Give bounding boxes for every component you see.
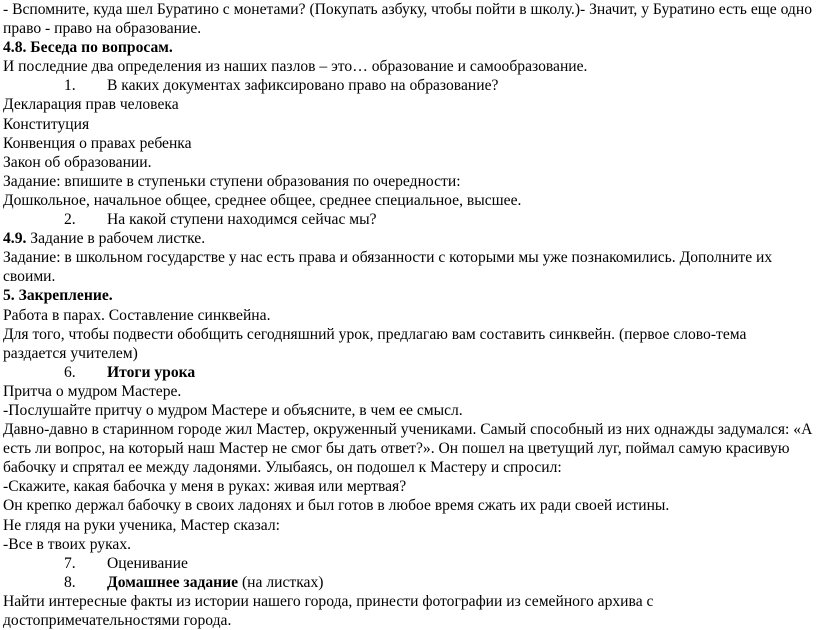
paragraph-homework [3, 592, 813, 630]
paragraph-intro-question [3, 0, 813, 38]
paragraph-text: -Все в твоих руках. [3, 535, 132, 553]
section-text: Задание в рабочем листке. [26, 230, 206, 248]
paragraph-pair-work [3, 306, 813, 325]
paragraph-text: Для того, чтобы подвести обобщить сегодняшний урок, предлагаю вам составить синквейн. (первое слово-тема раздается учителем) [3, 325, 747, 362]
paragraph-parable-listen [3, 401, 813, 420]
item-text: На какой ступени находимся сейчас мы? [107, 211, 377, 229]
section-heading-text: 4.8. Беседа по вопросам. [3, 39, 173, 57]
item-text-bold: Домашнее задание [107, 573, 239, 591]
paragraph-syncwine [3, 325, 813, 363]
list-line-text: Конституция [3, 115, 90, 133]
list-line-text: Закон об образовании. [3, 153, 152, 171]
item-number: 8. [64, 573, 76, 591]
item-number: 7. [64, 554, 76, 572]
paragraph-text: -Послушайте притчу о мудром Мастере и объясните, в чем ее смысл. [3, 401, 463, 419]
numbered-item-7 [3, 554, 813, 573]
paragraph-text: Дошкольное, начальное общее, среднее общее, среднее специальное, высшее. [3, 191, 522, 209]
paragraph-parable-title [3, 382, 813, 401]
paragraph-text: Он крепко держал бабочку в своих ладонях и был готов в любое время сжать их ради своей истины. [3, 497, 670, 515]
paragraph-text: Работа в парах. Составление синквейна. [3, 306, 271, 324]
paragraph-text: И последние два определения из наших пазлов – это… образование и самообразование. [3, 58, 588, 76]
paragraph-text: Не глядя на руки ученика, Мастер сказал: [3, 516, 280, 534]
paragraph-task-rights [3, 248, 813, 286]
paragraph-task-steps [3, 172, 813, 191]
item-text-rest: (на листках) [238, 573, 324, 591]
paragraph-education-levels [3, 191, 813, 210]
numbered-item-8 [3, 573, 813, 592]
paragraph-parable-answer [3, 535, 813, 554]
numbered-item-1 [3, 76, 813, 95]
item-text: В каких документах зафиксировано право на образование? [107, 77, 499, 95]
paragraph-parable-question [3, 477, 813, 496]
item-number: 2. [64, 211, 76, 229]
paragraph-puzzles [3, 57, 813, 76]
paragraph-text: Найти интересные факты из истории нашего города, принести фотографии из семейного архива с достопримечательностями города. [3, 592, 654, 629]
item-text: Оценивание [107, 554, 188, 572]
paragraph-text: -Скажите, какая бабочка у меня в руках: живая или мертвая? [3, 478, 407, 496]
section-heading-text: 5. Закрепление. [3, 287, 113, 305]
section-5-heading [3, 286, 813, 305]
section-4-8-heading [3, 38, 813, 57]
paragraph-text: Задание: впишите в ступеньки ступени образования по очередности: [3, 172, 461, 190]
paragraph-text: Притча о мудром Мастере. [3, 382, 182, 400]
paragraph-parable-master [3, 516, 813, 535]
section-number: 4.9. [3, 230, 27, 248]
numbered-item-2 [3, 210, 813, 229]
section-4-9-line [3, 229, 813, 248]
list-line-text: Конвенция о правах ребенка [3, 134, 192, 152]
paragraph-parable-hold [3, 496, 813, 515]
list-line-constitution [3, 115, 813, 134]
paragraph-text: Задание: в школьном государстве у нас есть права и обязанности с которыми мы уже познакомились. Дополните их своими. [3, 249, 773, 286]
list-line-declaration [3, 95, 813, 114]
list-line-law [3, 153, 813, 172]
paragraph-text: Давно-давно в старинном городе жил Мастер, окруженный учениками. Самый способный из них однажды задумался: «А есть ли вопрос, на который наш Мастер не смог бы дать ответ?». Он пошел на цветущий луг, поймал самую красивую бабочку и спрятал ее между ладонями. Улыбаясь, он подошел к Мастеру и спросил: [3, 421, 813, 477]
paragraph-parable-story [3, 420, 813, 477]
item-text: Итоги урока [107, 363, 196, 381]
item-number: 6. [64, 363, 76, 381]
list-line-text: Декларация прав человека [3, 96, 179, 114]
list-line-convention [3, 134, 813, 153]
item-number: 1. [64, 77, 76, 95]
paragraph-text: - Вспомните, куда шел Буратино с монетами? (Покупать азбуку, чтобы пойти в школу.)- Значит, у Буратино есть еще одно право - право на образование. [3, 1, 812, 38]
numbered-item-6 [3, 363, 813, 382]
